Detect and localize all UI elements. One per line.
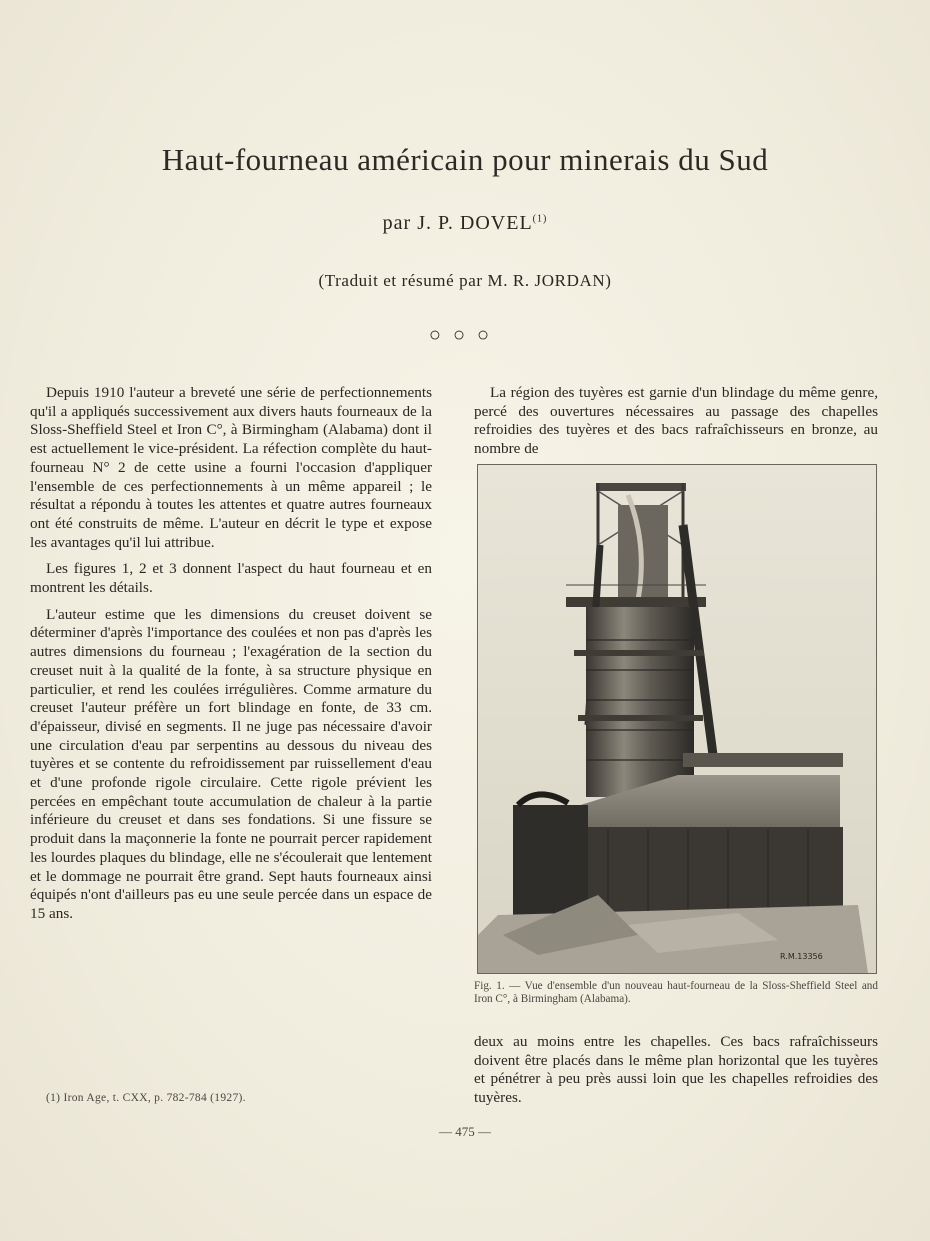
left-column: [30, 384, 432, 932]
page-number: — 475 —: [439, 1124, 491, 1139]
author-footnote-marker: (1): [532, 213, 548, 225]
paragraph: Depuis 1910 l'auteur a breveté une série de perfectionnements qu'il a appliqués successivement aux divers hauts fourneaux de la Sloss-Sheffield Steel et Iron C°, à Birmingham (Alabama) dont il est actuellement le vice-président. La réfection complète du haut-fourneau N° 2 de cette usine a fourni l'occasion d'appliquer l'ensemble de ces perfectionnements à un même appareil ; le résultat a répondu à toutes les attentes et quatre autres fourneaux ont été construits de même. L'auteur en décrit le type et expose les avantages qu'il lui attribue.: [30, 384, 432, 551]
paragraph: Les figures 1, 2 et 3 donnent l'aspect du haut fourneau et en montrent les détails.: [30, 560, 432, 597]
right-column-top: [474, 384, 878, 467]
paragraph: La région des tuyères est garnie d'un blindage du même genre, percé des ouvertures nécessaires au passage des chapelles refroidies des tuyères et des bacs rafraîchisseurs en bronze, au nombre de: [474, 384, 878, 458]
figure-caption: Fig. 1. — Vue d'ensemble d'un nouveau haut-fourneau de la Sloss-Sheffield Steel and Iron C°, à Birmingham (Alabama).: [474, 980, 878, 1005]
photo-label: R.M.13356: [780, 952, 823, 961]
right-column-bottom: [474, 1033, 878, 1116]
footnote: (1) Iron Age, t. CXX, p. 782-784 (1927).: [46, 1092, 246, 1104]
article-title: Haut-fourneau américain pour minerais du Sud: [161, 142, 769, 177]
furnace-illustration: [478, 465, 876, 973]
section-ornament: ○○○: [428, 324, 502, 346]
author-name: J. P. DOVEL: [417, 212, 533, 234]
paragraph: deux au moins entre les chapelles. Ces bacs rafraîchisseurs doivent être placés dans le même plan horizontal que les tuyères et pénétrer à peu près aussi loin que les chapelles refroidies des tuyères.: [474, 1033, 878, 1107]
translator-line: (Traduit et résumé par M. R. JORDAN): [318, 271, 612, 290]
author-prefix: par: [382, 212, 412, 234]
paragraph: L'auteur estime que les dimensions du creuset doivent se déterminer d'après l'importance des coulées et non pas d'après les autres dimensions du fourneau ; l'exagération de la section du creuset nuit à la qualité de la fonte, à sa structure physique en particulier, et rend les coulées irrégulières. Comme armature du creuset l'auteur préfère un fort blindage en fonte, de 33 cm. d'épaisseur, divisé en segments. Il ne juge pas nécessaire d'avoir une circulation d'eau par serpentins au dessous du niveau des tuyères et se contente du refroidissement par ruissellement d'eau et d'une profonde rigole circulaire. Cette rigole prévient les percées en empêchant toute accumulation de chaleur à la partie inférieure du creuset et dans ses fondations. Si une fissure se produit dans la maçonnerie la fonte ne pourrait percer rapidement les lourdes plaques du blindage, elle ne s'écoulerait que lentement et le dommage ne pourrait être grand. Sept hauts fourneaux ainsi équipés n'ont d'ailleurs pas eu une seule percée dans un espace de 15 ans.: [30, 605, 432, 922]
author-line: [0, 212, 930, 235]
blast-furnace-photo: [477, 464, 877, 974]
